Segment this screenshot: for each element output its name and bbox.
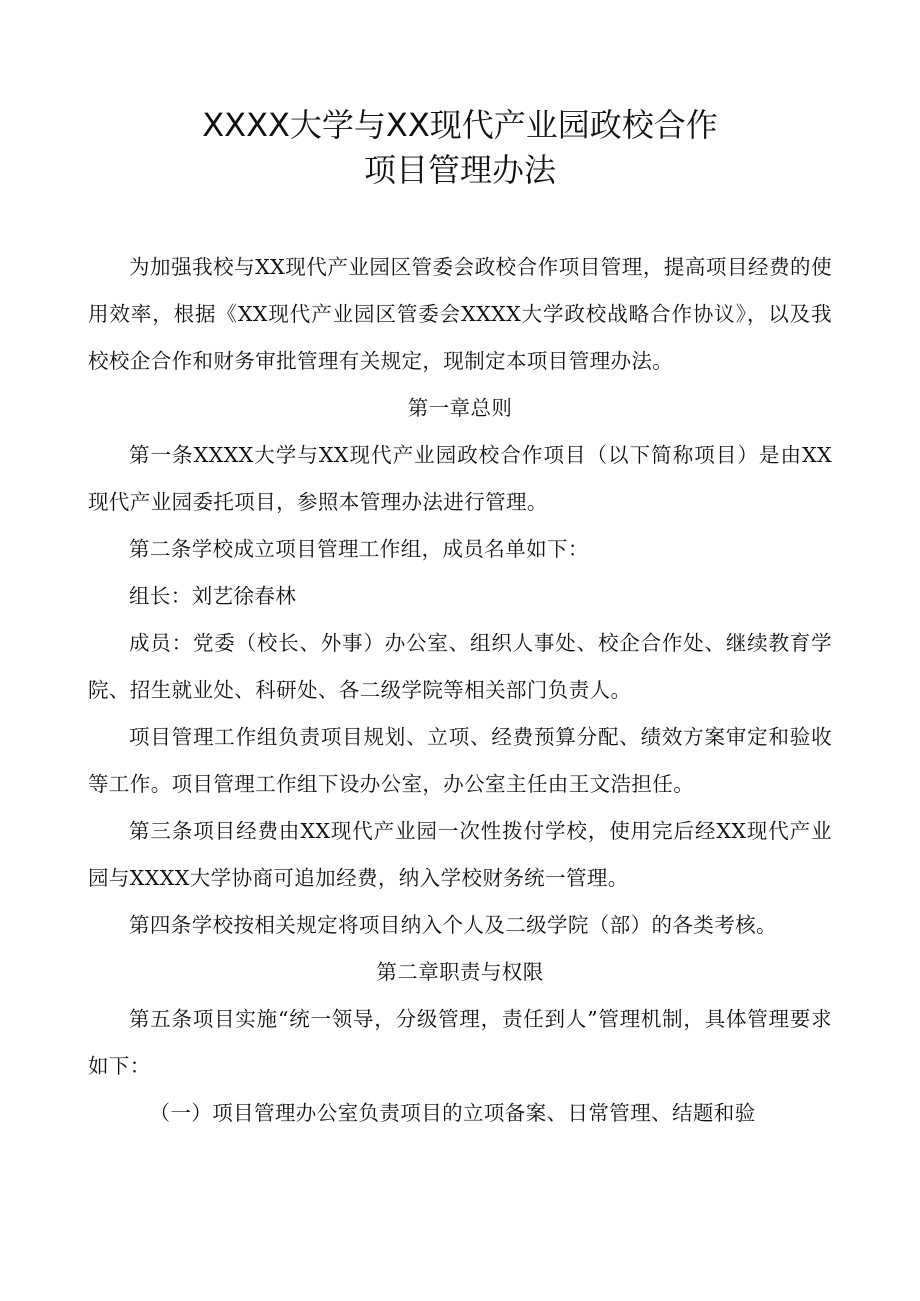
group-leader-paragraph: 组长：刘艺徐春林: [129, 584, 297, 608]
document-title-line-2: 项目管理办法: [363, 151, 556, 189]
chapter-heading-1: 第一章总则: [407, 396, 513, 420]
sub-item-1-paragraph: （一）项目管理办公室负责项目的立项备案、日常管理、结题和验: [149, 1101, 756, 1125]
article-2-paragraph: 第二条学校成立项目管理工作组，成员名单如下：: [129, 537, 589, 561]
group-members-paragraph: 成员：党委（校长、外事）办公室、组织人事处、校企合作处、继续教育学院、招生就业处、科研处、各二级学院等相关部门负责人。: [88, 631, 832, 702]
document-body: [88, 244, 832, 1137]
chapter-heading-2: 第二章职责与权限: [376, 960, 544, 984]
intro-paragraph: 为加强我校与XX现代产业园区管委会政校合作项目管理，提高项目经费的使用效率，根据《XX现代产业园区管委会XXXX大学政校战略合作协议》，以及我校校企合作和财务审批管理有关规定，现制定本项目管理办法。: [88, 255, 832, 373]
document-title-line-1: XXXX大学与XX现代产业园政校合作: [202, 106, 718, 144]
group-duties-paragraph: 项目管理工作组负责项目规划、立项、经费预算分配、绩效方案审定和验收等工作。项目管理工作组下设办公室，办公室主任由王文浩担任。: [88, 725, 832, 796]
article-1-paragraph: 第一条XXXX大学与XX现代产业园政校合作项目（以下简称项目）是由XX现代产业园委托项目，参照本管理办法进行管理。: [88, 443, 832, 514]
article-3-paragraph: 第三条项目经费由XX现代产业园一次性拨付学校，使用完后经XX现代产业园与XXXX大学协商可追加经费，纳入学校财务统一管理。: [88, 819, 832, 890]
article-4-paragraph: 第四条学校按相关规定将项目纳入个人及二级学院（部）的各类考核。: [129, 913, 777, 937]
article-5-paragraph: 第五条项目实施“统一领导，分级管理，责任到人”管理机制，具体管理要求如下：: [88, 1007, 832, 1078]
